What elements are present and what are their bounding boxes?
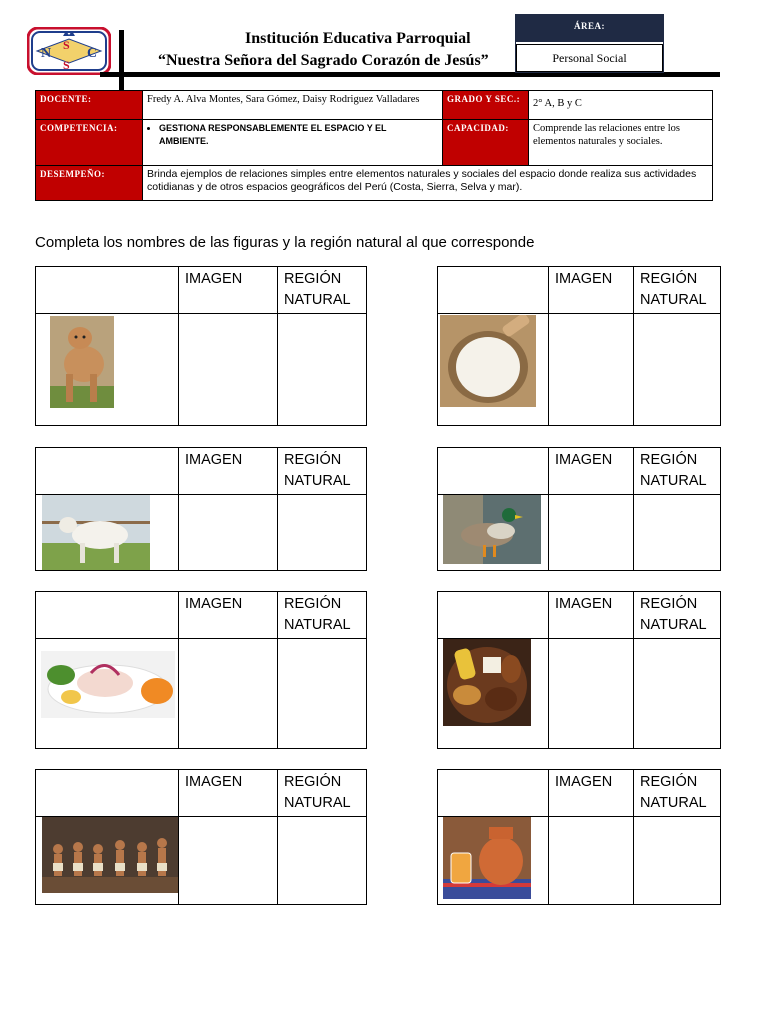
region-answer-cell[interactable] xyxy=(634,314,721,426)
desempeno-label: DESEMPEÑO: xyxy=(36,166,143,201)
region-header: REGIÓN NATURAL xyxy=(278,448,367,495)
blank-header-cell xyxy=(36,267,179,314)
imagen-answer-cell[interactable] xyxy=(549,495,634,571)
region-answer-cell[interactable] xyxy=(278,495,367,571)
region-header: REGIÓN NATURAL xyxy=(634,448,721,495)
rice-sack-photo xyxy=(440,315,536,407)
region-header: REGIÓN NATURAL xyxy=(634,770,721,817)
image-cell xyxy=(438,817,549,905)
imagen-header: IMAGEN xyxy=(179,592,278,639)
region-answer-cell[interactable] xyxy=(634,817,721,905)
worksheet-table-2 xyxy=(437,266,721,426)
worksheet-table-3 xyxy=(35,447,367,571)
imagen-header: IMAGEN xyxy=(179,448,278,495)
institution-title: Institución Educativa Parroquial xyxy=(245,30,471,47)
blank-header-cell xyxy=(438,448,549,495)
logo-letter-s-top: S xyxy=(63,38,70,52)
competencia-label: COMPETENCIA: xyxy=(36,120,143,166)
competencia-value: • GESTIONA RESPONSABLEMENTE EL ESPACIO Y EL AMBIENTE. xyxy=(159,122,438,148)
region-answer-cell[interactable] xyxy=(278,639,367,749)
institution-subtitle: “Nuestra Señora del Sagrado Corazón de Jesús” xyxy=(158,52,489,69)
competencia-cell xyxy=(143,120,443,166)
image-cell xyxy=(438,639,549,749)
chicha-jug-photo xyxy=(443,817,531,899)
blank-header-cell xyxy=(438,267,549,314)
region-answer-cell[interactable] xyxy=(278,314,367,426)
imagen-header: IMAGEN xyxy=(179,770,278,817)
area-box xyxy=(515,14,664,73)
logo-letter-c: C xyxy=(87,46,98,61)
blank-header-cell xyxy=(438,770,549,817)
image-cell xyxy=(438,495,549,571)
imagen-answer-cell[interactable] xyxy=(179,495,278,571)
worksheet-table-8 xyxy=(437,769,721,905)
desempeno-value: Brinda ejemplos de relaciones simples entre elementos naturales y sociales del espacio donde realiza sus actividades cotidianas y de otros espacios geográficos del Perú (Costa, Sierra, Selva y mar). xyxy=(143,166,713,201)
imagen-answer-cell[interactable] xyxy=(549,314,634,426)
image-cell xyxy=(36,817,179,905)
image-cell xyxy=(438,314,549,426)
capacidad-label: CAPACIDAD: xyxy=(443,120,529,166)
region-answer-cell[interactable] xyxy=(634,639,721,749)
logo-letter-s-bottom: S xyxy=(63,58,70,72)
imagen-header: IMAGEN xyxy=(549,267,634,314)
docente-value: Fredy A. Alva Montes, Sara Gómez, Daisy Rodriguez Valladares xyxy=(143,91,443,120)
blank-header-cell xyxy=(36,592,179,639)
region-answer-cell[interactable] xyxy=(634,495,721,571)
cow-photo xyxy=(42,495,150,570)
puma-photo xyxy=(50,316,114,408)
imagen-header: IMAGEN xyxy=(549,448,634,495)
region-header: REGIÓN NATURAL xyxy=(634,592,721,639)
duck-photo xyxy=(443,495,541,564)
image-cell xyxy=(36,495,179,571)
region-header: REGIÓN NATURAL xyxy=(278,267,367,314)
docente-label: DOCENTE: xyxy=(36,91,143,120)
worksheet-table-4 xyxy=(437,447,721,571)
imagen-answer-cell[interactable] xyxy=(179,817,278,905)
dancers-photo xyxy=(42,817,178,893)
imagen-answer-cell[interactable] xyxy=(179,639,278,749)
blank-header-cell xyxy=(36,448,179,495)
imagen-answer-cell[interactable] xyxy=(549,639,634,749)
instruction-text: Completa los nombres de las figuras y la región natural al que corresponde xyxy=(35,234,535,251)
course-info-table xyxy=(35,90,713,201)
image-cell xyxy=(36,639,179,749)
area-value: Personal Social xyxy=(516,44,663,72)
worksheet-table-6 xyxy=(437,591,721,749)
capacidad-value: Comprende las relaciones entre los elementos naturales y sociales. xyxy=(529,120,713,166)
imagen-header: IMAGEN xyxy=(549,770,634,817)
grado-value: 2° A, B y C xyxy=(529,91,713,120)
image-cell xyxy=(36,314,179,426)
region-header: REGIÓN NATURAL xyxy=(278,592,367,639)
worksheet-table-1 xyxy=(35,266,367,426)
school-logo xyxy=(27,27,111,75)
grado-label: GRADO Y SEC.: xyxy=(443,91,529,120)
roasted-food-photo xyxy=(443,639,531,726)
imagen-answer-cell[interactable] xyxy=(179,314,278,426)
logo-letter-n: N xyxy=(41,46,52,61)
worksheet-table-7 xyxy=(35,769,367,905)
region-header: REGIÓN NATURAL xyxy=(278,770,367,817)
imagen-header: IMAGEN xyxy=(549,592,634,639)
region-header: REGIÓN NATURAL xyxy=(634,267,721,314)
region-answer-cell[interactable] xyxy=(278,817,367,905)
area-label: ÁREA: xyxy=(516,15,663,42)
worksheet-table-5 xyxy=(35,591,367,749)
blank-header-cell xyxy=(438,592,549,639)
imagen-answer-cell[interactable] xyxy=(549,817,634,905)
imagen-header: IMAGEN xyxy=(179,267,278,314)
ceviche-photo xyxy=(41,651,175,718)
blank-header-cell xyxy=(36,770,179,817)
